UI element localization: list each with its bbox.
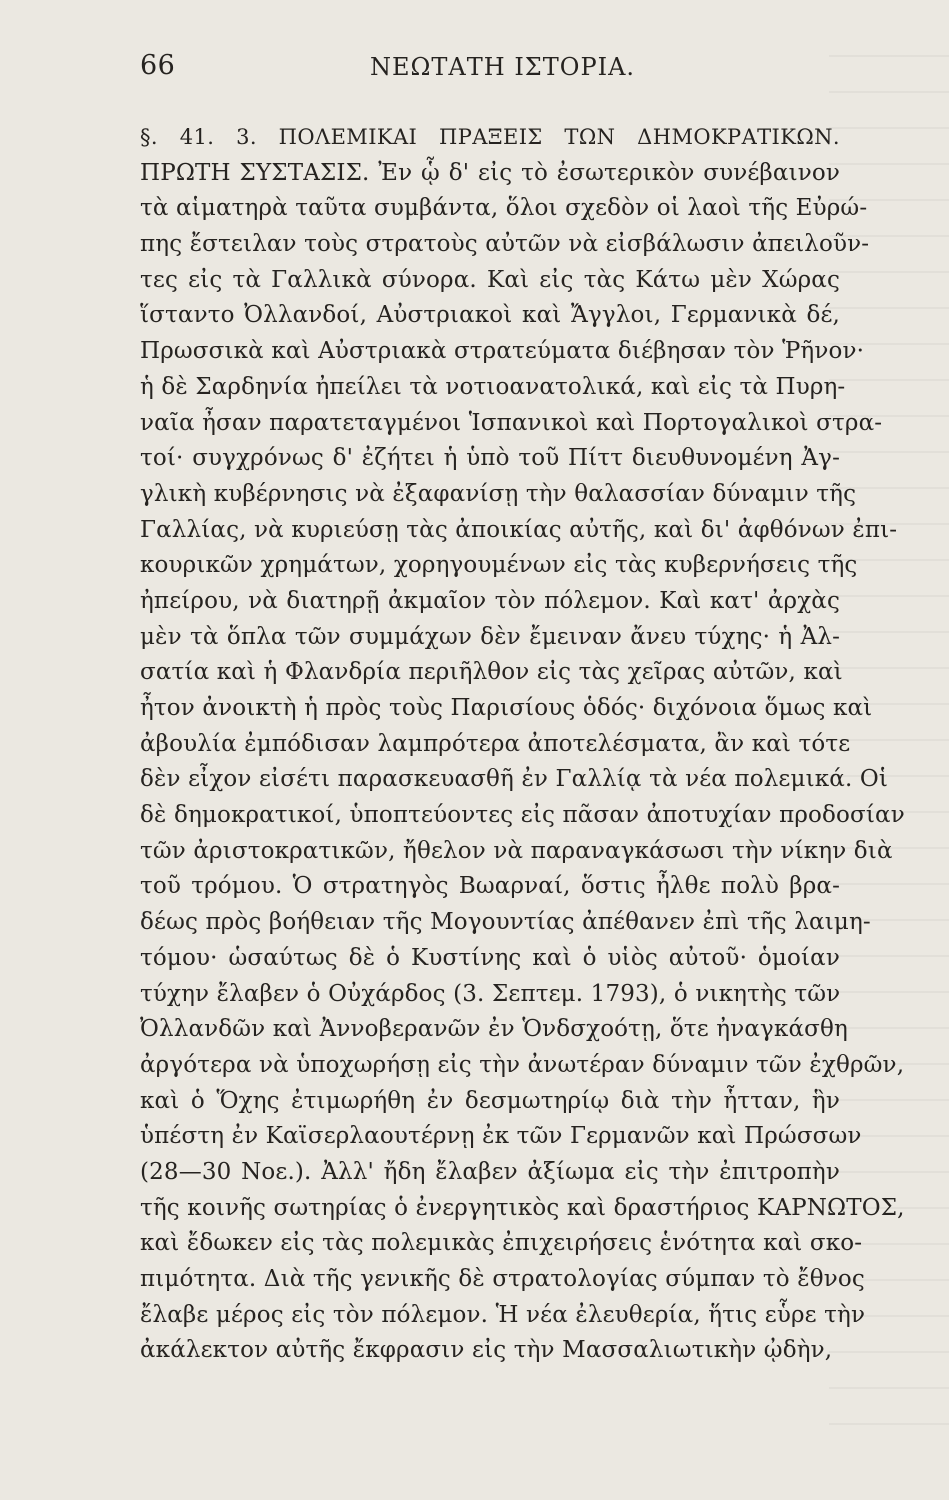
text-line: τύχην ἔλαβεν ὁ Οὐχάρδος (3. Σεπτεμ. 1793), ὁ νικητὴς τῶν: [140, 980, 841, 1007]
text-line: Πρωσσικὰ καὶ Αὐστριακὰ στρατεύματα διέβησαν τὸν Ῥῆνον·: [140, 338, 865, 365]
text-line: δὲ δημοκρατικοί, ὑποπτεύοντες εἰς πᾶσαν ἀποτυχίαν προδοσίαν: [140, 802, 905, 829]
text-line: τοῦ τρόμου. Ὁ στρατηγὸς Βωαρναί, ὅστις ἦλθε πολὺ βρα-: [140, 873, 840, 900]
text-line: ΠΡΩΤΗ ΣΥΣΤΑΣΙΣ. Ἐν ᾧ δ' εἰς τὸ ἐσωτερικὸν συνέβαινον: [140, 159, 840, 186]
text-line: ὑπέστη ἐν Καϊσερλαουτέρνῃ ἐκ τῶν Γερμανῶν καὶ Πρώσσων: [140, 1123, 862, 1150]
text-line: ἵσταντο Ὀλλανδοί, Αὐστριακοὶ καὶ Ἄγγλοι, Γερμανικὰ δέ,: [140, 302, 840, 329]
text-line: ἠπείρου, νὰ διατηρῇ ἀκμαῖον τὸν πόλεμον. Καὶ κατ' ἀρχὰς: [140, 587, 840, 614]
running-title: ΝΕΩΤΑΤΗ ΙΣΤΟΡΙΑ.: [370, 53, 636, 81]
text-line: ἦτον ἀνοικτὴ ἡ πρὸς τοὺς Παρισίους ὁδός· διχόνοια ὅμως καὶ: [140, 695, 873, 721]
text-line: πης ἔστειλαν τοὺς στρατοὺς αὐτῶν νὰ εἰσβάλωσιν ἀπειλοῦν-: [140, 231, 870, 258]
text-line: καὶ ἔδωκεν εἰς τὰς πολεμικὰς ἐπιχειρήσεις ἑνότητα καὶ σκο-: [140, 1230, 863, 1257]
page-number: 66: [140, 50, 176, 81]
text-line: (28—30 Νοε.). Ἀλλ' ἤδη ἔλαβεν ἀξίωμα εἰς τὴν ἐπιτροπὴν: [140, 1158, 840, 1185]
text-line: Γαλλίας, νὰ κυριεύσῃ τὰς ἀποικίας αὐτῆς, καὶ δι' ἀφθόνων ἐπι-: [140, 516, 898, 543]
body-text: [140, 120, 905, 1369]
text-line: δέως πρὸς βοήθειαν τῆς Μογουντίας ἀπέθανεν ἐπὶ τῆς λαιμη-: [140, 909, 871, 936]
text-line: τόμου· ὡσαύτως δὲ ὁ Κυστίνης καὶ ὁ υἱὸς αὐτοῦ· ὁμοίαν: [140, 944, 840, 971]
text-line: τῆς κοινῆς σωτηρίας ὁ ἐνεργητικὸς καὶ δραστήριος ΚΑΡΝΩΤΟΣ,: [140, 1194, 905, 1221]
text-line: ἀβουλία ἐμπόδισαν λαμπρότερα ἀποτελέσματα, ἂν καὶ τότε: [140, 730, 851, 757]
page-header: [140, 50, 840, 90]
text-line: δὲν εἶχον εἰσέτι παρασκευασθῆ ἐν Γαλλίᾳ τὰ νέα πολεμικά. Οἱ: [140, 766, 889, 793]
text-line: σατία καὶ ἡ Φλανδρία περιῆλθον εἰς τὰς χεῖρας αὐτῶν, καὶ: [140, 659, 843, 686]
section-heading-line: §. 41. 3. ΠΟΛΕΜΙΚΑΙ ΠΡΑΞΕΙΣ ΤΩΝ ΔΗΜΟΚΡΑΤΙΚΩΝ.: [140, 125, 840, 149]
text-line: μὲν τὰ ὅπλα τῶν συμμάχων δὲν ἔμειναν ἄνευ τύχης· ἡ Ἀλ-: [140, 623, 840, 650]
text-line: ἀκάλεκτον αὐτῆς ἔκφρασιν εἰς τὴν Μασσαλιωτικὴν ᾠδὴν,: [140, 1337, 833, 1364]
text-line: τῶν ἀριστοκρατικῶν, ἤθελον νὰ παραναγκάσωσι τὴν νίκην διὰ: [140, 837, 893, 864]
text-line: ἡ δὲ Σαρδηνία ἠπείλει τὰ νοτιοανατολικά, καὶ εἰς τὰ Πυρη-: [140, 373, 846, 400]
text-line: καὶ ὁ Ὅχης ἐτιμωρήθη ἐν δεσμωτηρίῳ διὰ τὴν ἧτταν, ἣν: [140, 1087, 840, 1114]
text-line: τοί· συγχρόνως δ' ἐζήτει ἡ ὑπὸ τοῦ Πίττ διευθυνομένη Ἀγ-: [140, 445, 840, 472]
text-line: ἀργότερα νὰ ὑποχωρήσῃ εἰς τὴν ἀνωτέραν δύναμιν τῶν ἐχθρῶν,: [140, 1051, 905, 1078]
text-line: πιμότητα. Διὰ τῆς γενικῆς δὲ στρατολογίας σύμπαν τὸ ἔθνος: [140, 1266, 865, 1292]
text-line: κουρικῶν χρημάτων, χορηγουμένων εἰς τὰς κυβερνήσεις τῆς: [140, 552, 858, 579]
text-line: τὰ αἱματηρὰ ταῦτα συμβάντα, ὅλοι σχεδὸν οἱ λαοὶ τῆς Εὐρώ-: [140, 195, 868, 222]
text-line: Ὀλλανδῶν καὶ Ἀννοβερανῶν ἐν Ὁνδσχοότῃ, ὅτε ἠναγκάσθη: [140, 1016, 848, 1043]
text-line: τες εἰς τὰ Γαλλικὰ σύνορα. Καὶ εἰς τὰς Κάτω μὲν Χώρας: [140, 266, 840, 293]
text-line: ναῖα ἦσαν παρατεταγμένοι Ἱσπανικοὶ καὶ Πορτογαλικοὶ στρα-: [140, 409, 883, 436]
text-line: ἔλαβε μέρος εἰς τὸν πόλεμον. Ἡ νέα ἐλευθερία, ἥτις εὗρε τὴν: [140, 1301, 866, 1328]
text-line: γλικὴ κυβέρνησις νὰ ἐξαφανίσῃ τὴν θαλασσίαν δύναμιν τῆς: [140, 480, 857, 507]
